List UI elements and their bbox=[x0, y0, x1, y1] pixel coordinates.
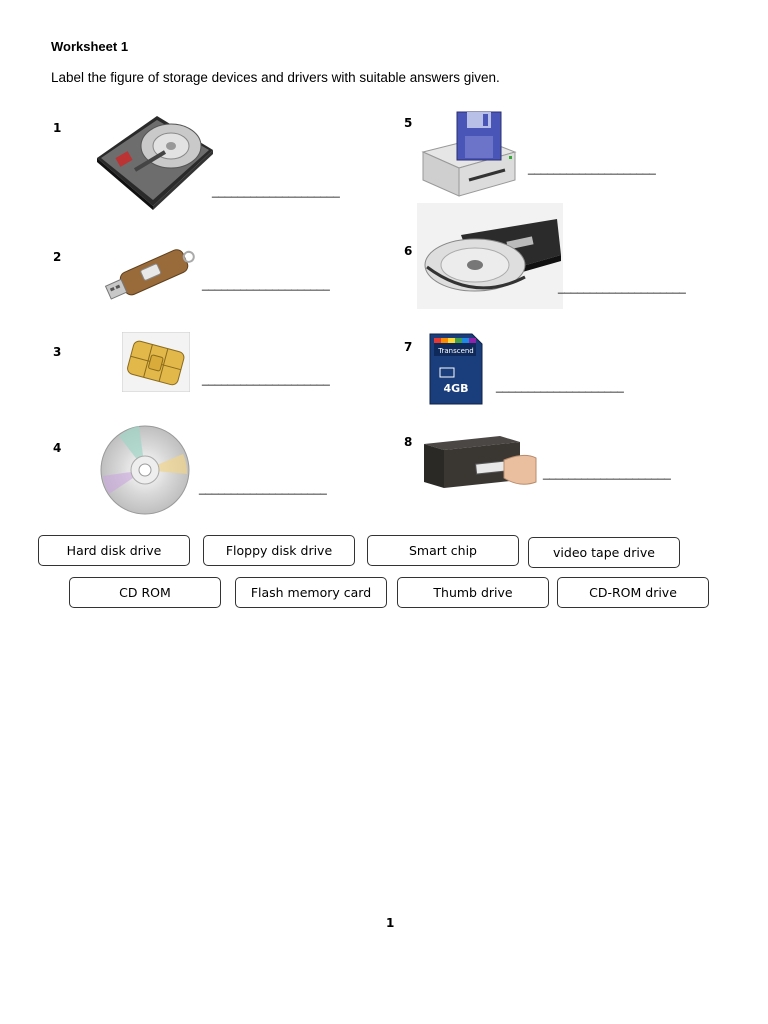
worksheet-title: Worksheet 1 bbox=[51, 39, 129, 54]
cd-disc-icon bbox=[99, 424, 191, 516]
answer-option-cd-rom-drive[interactable]: CD-ROM drive bbox=[557, 577, 709, 608]
sd-memory-card-icon bbox=[428, 332, 484, 406]
video-tape-drive-icon bbox=[420, 432, 540, 492]
usb-thumb-drive-icon bbox=[100, 240, 200, 306]
question-number-5: 5 bbox=[404, 116, 413, 130]
answer-option-cd-rom[interactable]: CD ROM bbox=[69, 577, 221, 608]
smart-chip-icon bbox=[122, 332, 190, 392]
sd-card-brand: Transcend bbox=[438, 347, 474, 355]
question-number-7: 7 bbox=[404, 340, 413, 354]
question-number-1: 1 bbox=[53, 121, 62, 135]
worksheet-instruction: Label the figure of storage devices and drivers with suitable answers given. bbox=[51, 70, 500, 85]
answer-blank-8[interactable]: ____________________ bbox=[543, 466, 671, 480]
cd-rom-drive-icon bbox=[417, 203, 563, 309]
hard-disk-drive-icon bbox=[95, 110, 215, 210]
question-number-8: 8 bbox=[404, 435, 413, 449]
answer-option-floppy-disk-drive[interactable]: Floppy disk drive bbox=[203, 535, 355, 566]
answer-blank-7[interactable]: ____________________ bbox=[496, 379, 624, 393]
answer-option-smart-chip[interactable]: Smart chip bbox=[367, 535, 519, 566]
answer-blank-4[interactable]: ____________________ bbox=[199, 481, 327, 495]
answer-blank-2[interactable]: ____________________ bbox=[202, 277, 330, 291]
page-number: 1 bbox=[386, 916, 395, 930]
answer-option-hard-disk-drive[interactable]: Hard disk drive bbox=[38, 535, 190, 566]
question-number-4: 4 bbox=[53, 441, 62, 455]
floppy-disk-drive-icon bbox=[421, 108, 517, 200]
answer-blank-1[interactable]: ____________________ bbox=[212, 184, 340, 198]
answer-blank-5[interactable]: ____________________ bbox=[528, 161, 656, 175]
sd-card-capacity: 4GB bbox=[443, 382, 469, 395]
answer-option-video-tape-drive[interactable]: video tape drive bbox=[528, 537, 680, 568]
question-number-6: 6 bbox=[404, 244, 413, 258]
answer-blank-6[interactable]: ____________________ bbox=[558, 280, 686, 294]
answer-option-thumb-drive[interactable]: Thumb drive bbox=[397, 577, 549, 608]
answer-blank-3[interactable]: ____________________ bbox=[202, 372, 330, 386]
answer-option-flash-memory-card[interactable]: Flash memory card bbox=[235, 577, 387, 608]
question-number-2: 2 bbox=[53, 250, 62, 264]
question-number-3: 3 bbox=[53, 345, 62, 359]
